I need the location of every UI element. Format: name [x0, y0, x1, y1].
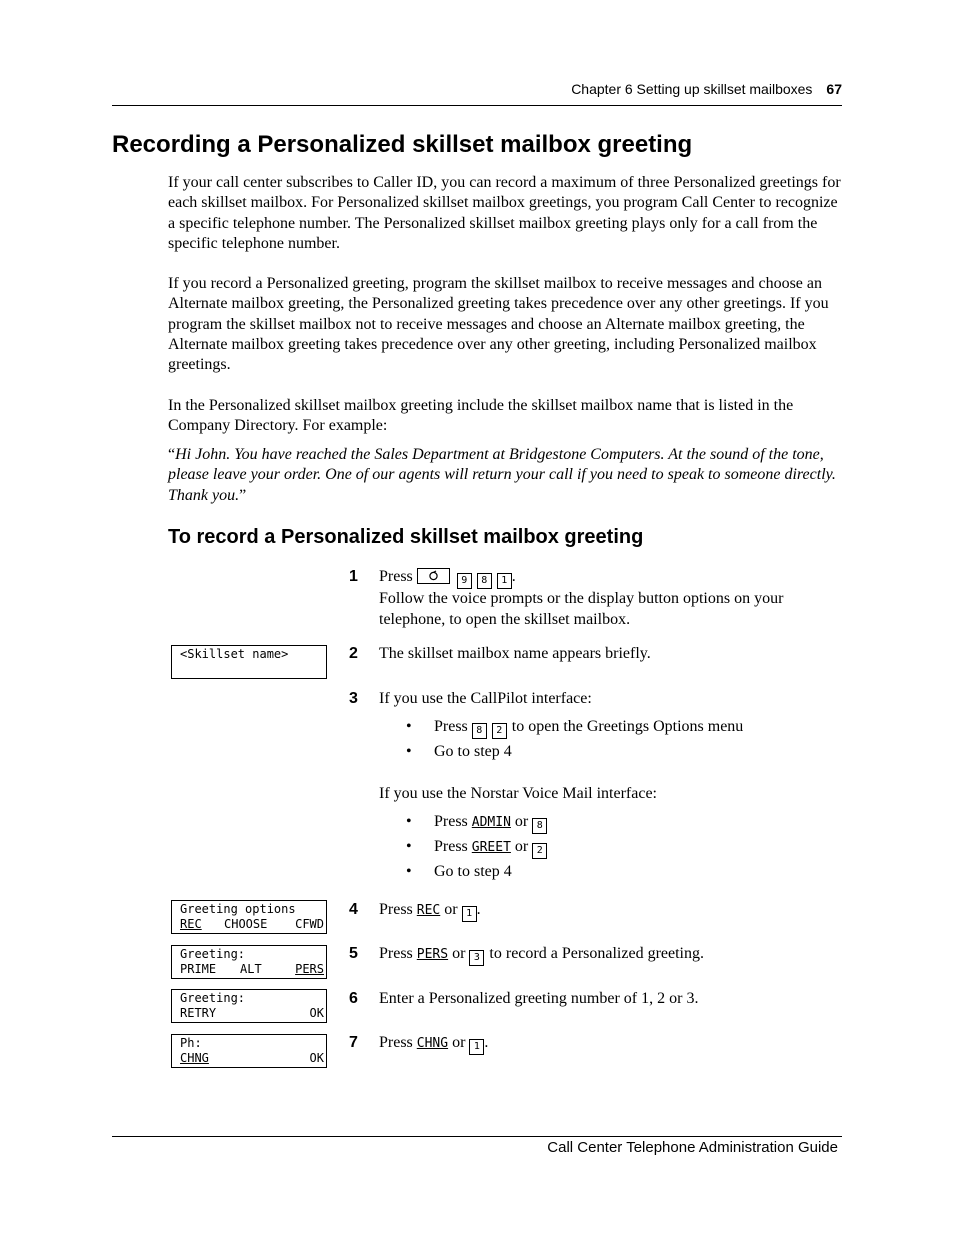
press-text: Press — [434, 813, 468, 830]
bullet-glyph: • — [406, 838, 412, 855]
footer-rule — [112, 1136, 842, 1137]
norstar-bullet-2 — [434, 838, 547, 859]
display-line-1: Greeting: — [180, 947, 246, 961]
retry-softkey[interactable]: RETRY — [180, 1006, 217, 1020]
dial-key: 8 — [532, 818, 547, 834]
dial-key: 3 — [469, 950, 484, 966]
display-line-1: Ph: — [180, 1036, 202, 1050]
cfwd-softkey[interactable]: CFWD — [295, 917, 324, 931]
telephone-display — [171, 645, 327, 679]
step-4-text — [379, 900, 839, 922]
step-2-text: The skillset mailbox name appears briefly. — [379, 645, 651, 662]
step-1-text — [379, 567, 839, 630]
norstar-bullet-1 — [434, 813, 547, 834]
callpilot-bullet-1 — [434, 718, 743, 739]
dial-key: 2 — [532, 843, 547, 859]
step-6-text: Enter a Personalized greeting number of 1, 2 or 3. — [379, 990, 699, 1007]
feature-button-label: CHNG — [416, 1036, 449, 1051]
prime-softkey[interactable]: PRIME — [180, 962, 217, 976]
end-punct: . — [484, 1034, 489, 1051]
step-number: 3 — [349, 690, 358, 707]
dial-key: 1 — [469, 1039, 484, 1055]
dial-key: 8 — [477, 573, 492, 589]
feature-button-label: REC — [416, 903, 441, 918]
end-punct: . — [476, 901, 481, 918]
step-number: 1 — [349, 568, 358, 585]
press-text: Press — [379, 945, 413, 962]
norstar-intro: If you use the Norstar Voice Mail interface: — [379, 785, 657, 802]
end-punct: . — [511, 568, 516, 585]
display-line-2 — [180, 1051, 324, 1066]
or-text: or — [452, 945, 466, 962]
press-text: Press — [379, 901, 413, 918]
step-number: 5 — [349, 945, 358, 962]
display-line-1: <Skillset name> — [180, 647, 289, 661]
step-3-text: If you use the CallPilot interface: — [379, 690, 592, 707]
example-quote — [168, 445, 843, 506]
bullet-glyph: • — [406, 863, 412, 880]
chng-softkey[interactable]: CHNG — [180, 1051, 209, 1065]
bullet-glyph: • — [406, 718, 412, 735]
or-text: or — [452, 1034, 466, 1051]
page-number: 67 — [826, 81, 842, 97]
footer-title: Call Center Telephone Administration Guide — [547, 1139, 838, 1156]
or-text: or — [444, 901, 458, 918]
or-text: or — [514, 838, 529, 855]
step-number: 6 — [349, 990, 358, 1007]
procedure-title: To record a Personalized skillset mailbox greeting — [168, 526, 644, 548]
telephone-display — [171, 945, 327, 979]
section-title: Recording a Personalized skillset mailbox greeting — [112, 131, 693, 158]
ok-softkey[interactable]: OK — [309, 1006, 324, 1020]
press-text: Press — [379, 568, 413, 585]
feature-key-icon — [417, 568, 450, 584]
telephone-display — [171, 989, 327, 1023]
close-quote-mark: ” — [239, 486, 247, 504]
alt-softkey[interactable]: ALT — [240, 962, 262, 976]
feature-button-label: PERS — [416, 947, 449, 962]
step-5-text — [379, 944, 839, 966]
norstar-bullet-3: Go to step 4 — [434, 863, 512, 880]
ok-softkey[interactable]: OK — [309, 1051, 324, 1065]
bullet-glyph: • — [406, 813, 412, 830]
feature-button-label: ADMIN — [471, 815, 511, 830]
pers-softkey[interactable]: PERS — [295, 962, 324, 976]
step-number: 2 — [349, 645, 358, 662]
bullet-post-text: to open the Greetings Options menu — [511, 718, 744, 735]
step-number: 7 — [349, 1034, 358, 1051]
example-intro-paragraph: In the Personalized skillset mailbox greeting include the skillset mailbox name that is listed in the Company Directory. For example: — [168, 397, 794, 435]
running-header — [112, 78, 842, 100]
chapter-title: Chapter 6 Setting up skillset mailboxes — [571, 81, 813, 97]
display-line-1: Greeting: — [180, 991, 246, 1005]
example-quote-text: Hi John. You have reached the Sales Department at Bridgestone Computers. At the sound of the tone, please leave your order. One of our agents will return your call if you need to speak to someone directly. Thank you. — [168, 446, 836, 504]
dial-key: 1 — [497, 573, 512, 589]
display-line-1: Greeting options — [180, 902, 296, 916]
telephone-display — [171, 900, 327, 934]
intro-paragraph: If your call center subscribes to Caller ID, you can record a maximum of three Personalized greetings for each skillset mailbox. For Personalized skillset mailbox greetings, you program Call Center to recognize a specific telephone number. The Personalized skillset mailbox greeting plays only for a call from the specific telephone number. — [168, 174, 841, 252]
header-text — [571, 81, 842, 97]
telephone-display — [171, 1034, 327, 1068]
press-text: Press — [434, 838, 468, 855]
step-5-post: to record a Personalized greeting. — [489, 945, 704, 962]
or-text: or — [514, 813, 529, 830]
choose-softkey[interactable]: CHOOSE — [224, 917, 268, 931]
rec-softkey[interactable]: REC — [180, 917, 202, 931]
dial-key: 8 — [472, 723, 487, 739]
dial-key: 9 — [457, 573, 472, 589]
display-line-2 — [180, 917, 324, 932]
feature-button-label: GREET — [471, 840, 511, 855]
step-1-followup: Follow the voice prompts or the display button options on your telephone, to open the skillset mailbox. — [379, 590, 784, 628]
step-7-text — [379, 1033, 839, 1055]
open-quote-mark: “ — [168, 446, 176, 463]
press-text: Press — [379, 1034, 413, 1051]
callpilot-bullet-2: Go to step 4 — [434, 743, 512, 760]
bullet-glyph: • — [406, 743, 412, 760]
precedence-paragraph: If you record a Personalized greeting, program the skillset mailbox to receive messages and choose an Alternate mailbox greeting, the Personalized greeting takes precedence over any other greetings. If you program the skillset mailbox not to receive messages and choose an Alternate mailbox greeting, the Alternate mailbox greeting takes precedence over any other greeting, including Personalized mailbox greetings. — [168, 275, 829, 374]
press-text: Press — [434, 718, 468, 735]
display-line-2 — [180, 962, 324, 977]
dial-key: 2 — [492, 723, 507, 739]
dial-key: 1 — [462, 906, 477, 922]
header-rule — [112, 105, 842, 106]
display-line-2 — [180, 1006, 324, 1021]
step-number: 4 — [349, 901, 358, 918]
